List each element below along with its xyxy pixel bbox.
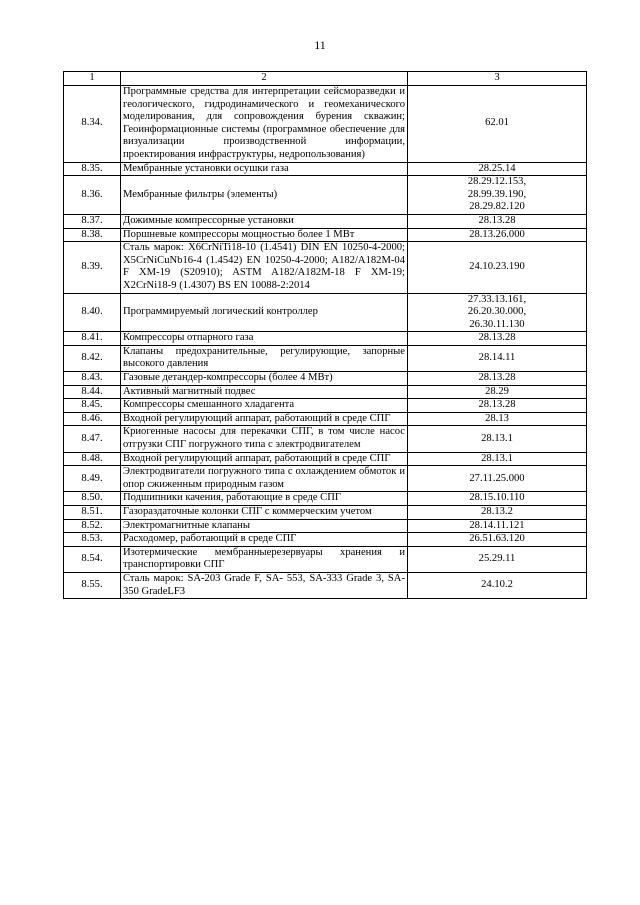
row-codes xyxy=(408,399,587,413)
row-number: 8.42. xyxy=(64,345,121,371)
row-number: 8.36. xyxy=(64,176,121,215)
equipment-table xyxy=(63,71,587,599)
row-number: 8.43. xyxy=(64,372,121,386)
row-name: Газовые детандер-компрессоры (более 4 МВт) xyxy=(121,372,408,386)
table-row xyxy=(64,546,587,572)
okpd-code: 28.13.26.000 xyxy=(469,228,525,240)
okpd-code: 28.29 xyxy=(485,385,509,397)
row-codes xyxy=(408,176,587,215)
row-codes xyxy=(408,86,587,163)
row-codes xyxy=(408,546,587,572)
row-number: 8.53. xyxy=(64,533,121,547)
okpd-code: 26.51.63.120 xyxy=(469,533,525,545)
table-row xyxy=(64,86,587,163)
row-number: 8.46. xyxy=(64,412,121,426)
row-number: 8.39. xyxy=(64,242,121,293)
row-name: Входной регулирующий аппарат, работающий в среде СПГ xyxy=(121,452,408,466)
row-codes xyxy=(408,452,587,466)
row-name: Электромагнитные клапаны xyxy=(121,519,408,533)
okpd-code: 28.13.28 xyxy=(478,214,516,226)
table-row xyxy=(64,452,587,466)
table-row xyxy=(64,345,587,371)
row-codes xyxy=(408,228,587,242)
okpd-code: 25.29.11 xyxy=(478,553,516,565)
okpd-code: 24.10.2 xyxy=(481,579,513,591)
table-row xyxy=(64,519,587,533)
row-codes xyxy=(408,426,587,452)
row-number: 8.54. xyxy=(64,546,121,572)
row-name: Компрессоры смешанного хладагента xyxy=(121,399,408,413)
row-number: 8.44. xyxy=(64,385,121,399)
row-codes xyxy=(408,385,587,399)
row-codes xyxy=(408,293,587,332)
row-number: 8.45. xyxy=(64,399,121,413)
okpd-code: 28.99.39.190, xyxy=(467,188,527,200)
row-name: Газораздаточные колонки СПГ с коммерческим учетом xyxy=(121,506,408,520)
okpd-code: 28.13.1 xyxy=(481,432,513,444)
table-row xyxy=(64,572,587,598)
row-number: 8.37. xyxy=(64,214,121,228)
okpd-code: 28.25.14 xyxy=(478,162,516,174)
row-number: 8.49. xyxy=(64,466,121,492)
row-name: Мембранные установки осушки газа xyxy=(121,162,408,176)
okpd-code: 28.29.12.153, xyxy=(467,176,527,188)
table-row xyxy=(64,412,587,426)
row-name: Подшипники качения, работающие в среде СПГ xyxy=(121,492,408,506)
okpd-code: 26.20.30.000, xyxy=(467,306,527,318)
row-number: 8.38. xyxy=(64,228,121,242)
table-row xyxy=(64,176,587,215)
row-codes xyxy=(408,214,587,228)
okpd-code: 28.13.28 xyxy=(478,399,516,411)
table-row xyxy=(64,506,587,520)
row-name: Мембранные фильтры (элементы) xyxy=(121,176,408,215)
okpd-code: 28.29.82.120 xyxy=(469,201,525,213)
row-name: Дожимные компрессорные установки xyxy=(121,214,408,228)
row-codes xyxy=(408,162,587,176)
row-codes xyxy=(408,345,587,371)
row-codes xyxy=(408,466,587,492)
row-number: 8.40. xyxy=(64,293,121,332)
okpd-code: 28.15.10.110 xyxy=(469,492,525,504)
row-name: Поршневые компрессоры мощностью более 1 МВт xyxy=(121,228,408,242)
table-row xyxy=(64,242,587,293)
okpd-code: 28.14.11.121 xyxy=(469,519,525,531)
okpd-code: 28.14.11 xyxy=(478,352,516,364)
row-codes xyxy=(408,242,587,293)
row-codes xyxy=(408,506,587,520)
row-number: 8.41. xyxy=(64,332,121,346)
table-row xyxy=(64,214,587,228)
okpd-code: 28.13.28 xyxy=(478,332,516,344)
row-codes xyxy=(408,572,587,598)
row-name: Активный магнитный подвес xyxy=(121,385,408,399)
okpd-code: 28.13 xyxy=(485,412,509,424)
row-number: 8.35. xyxy=(64,162,121,176)
row-name: Расходомер, работающий в среде СПГ xyxy=(121,533,408,547)
row-name: Изотермические мембранныерезервуары хранения и транспортировки СПГ xyxy=(121,546,408,572)
row-number: 8.51. xyxy=(64,506,121,520)
row-name: Сталь марок: SA-203 Grade F, SA- 553, SA-333 Grade 3, SA-350 GradeLF3 xyxy=(121,572,408,598)
row-number: 8.55. xyxy=(64,572,121,598)
row-name: Компрессоры отпарного газа xyxy=(121,332,408,346)
table-row xyxy=(64,293,587,332)
okpd-code: 24.10.23.190 xyxy=(469,261,525,273)
okpd-code: 27.33.13.161, xyxy=(467,293,527,305)
row-name: Электродвигатели погружного типа с охлаждением обмоток и опор сжиженным природным газом xyxy=(121,466,408,492)
table-row xyxy=(64,466,587,492)
table-row xyxy=(64,426,587,452)
row-number: 8.52. xyxy=(64,519,121,533)
row-codes xyxy=(408,372,587,386)
row-codes xyxy=(408,412,587,426)
okpd-code: 28.13.28 xyxy=(478,372,516,384)
table-row xyxy=(64,228,587,242)
row-name: Входной регулирующий аппарат, работающий в среде СПГ xyxy=(121,412,408,426)
row-number: 8.47. xyxy=(64,426,121,452)
table-row xyxy=(64,372,587,386)
okpd-code: 28.13.2 xyxy=(481,506,513,517)
table-row xyxy=(64,492,587,506)
header-col-name: 2 xyxy=(121,72,408,86)
row-name: Сталь марок: X6CrNiTi18-10 (1.4541) DIN EN 10250-4-2000; X5CrNiCuNb16-4 (1.4542) EN 10250-4-2000; A182/A182M-04 F XM-19 (S20910); ASTM A182/A182M-18 F XM-19; X2CrNi18-9 (1.4307) BS EN 10088-2:2014 xyxy=(121,242,408,293)
row-number: 8.50. xyxy=(64,492,121,506)
okpd-code: 62.01 xyxy=(485,117,509,129)
okpd-code: 27.11.25.000 xyxy=(469,472,525,484)
table-row xyxy=(64,399,587,413)
row-number: 8.34. xyxy=(64,86,121,163)
okpd-code: 26.30.11.130 xyxy=(469,318,525,330)
table-header-row xyxy=(64,72,587,86)
header-col-number: 1 xyxy=(64,72,121,86)
table-row xyxy=(64,162,587,176)
page-number: 11 xyxy=(314,38,326,52)
table-row xyxy=(64,533,587,547)
row-number: 8.48. xyxy=(64,452,121,466)
row-name: Программируемый логический контроллер xyxy=(121,293,408,332)
row-codes xyxy=(408,332,587,346)
row-codes xyxy=(408,519,587,533)
table-row xyxy=(64,332,587,346)
row-name: Клапаны предохранительные, регулирующие, запорные высокого давления xyxy=(121,345,408,371)
row-name: Криогенные насосы для перекачки СПГ, в том числе насос отгрузки СПГ погружного типа с электродвигателем xyxy=(121,426,408,452)
header-col-code: 3 xyxy=(408,72,587,86)
row-name: Программные средства для интерпретации сейсморазведки и геологического, гидродинамического и геомеханического моделирования, для сопровождения бурения скважин; Геоинформационные системы (программное обеспечение для визуализации производственной информации, проектирования инфраструктуры, недропользования) xyxy=(121,86,408,163)
row-codes xyxy=(408,492,587,506)
row-codes xyxy=(408,533,587,547)
table-row xyxy=(64,385,587,399)
okpd-code: 28.13.1 xyxy=(481,452,513,464)
